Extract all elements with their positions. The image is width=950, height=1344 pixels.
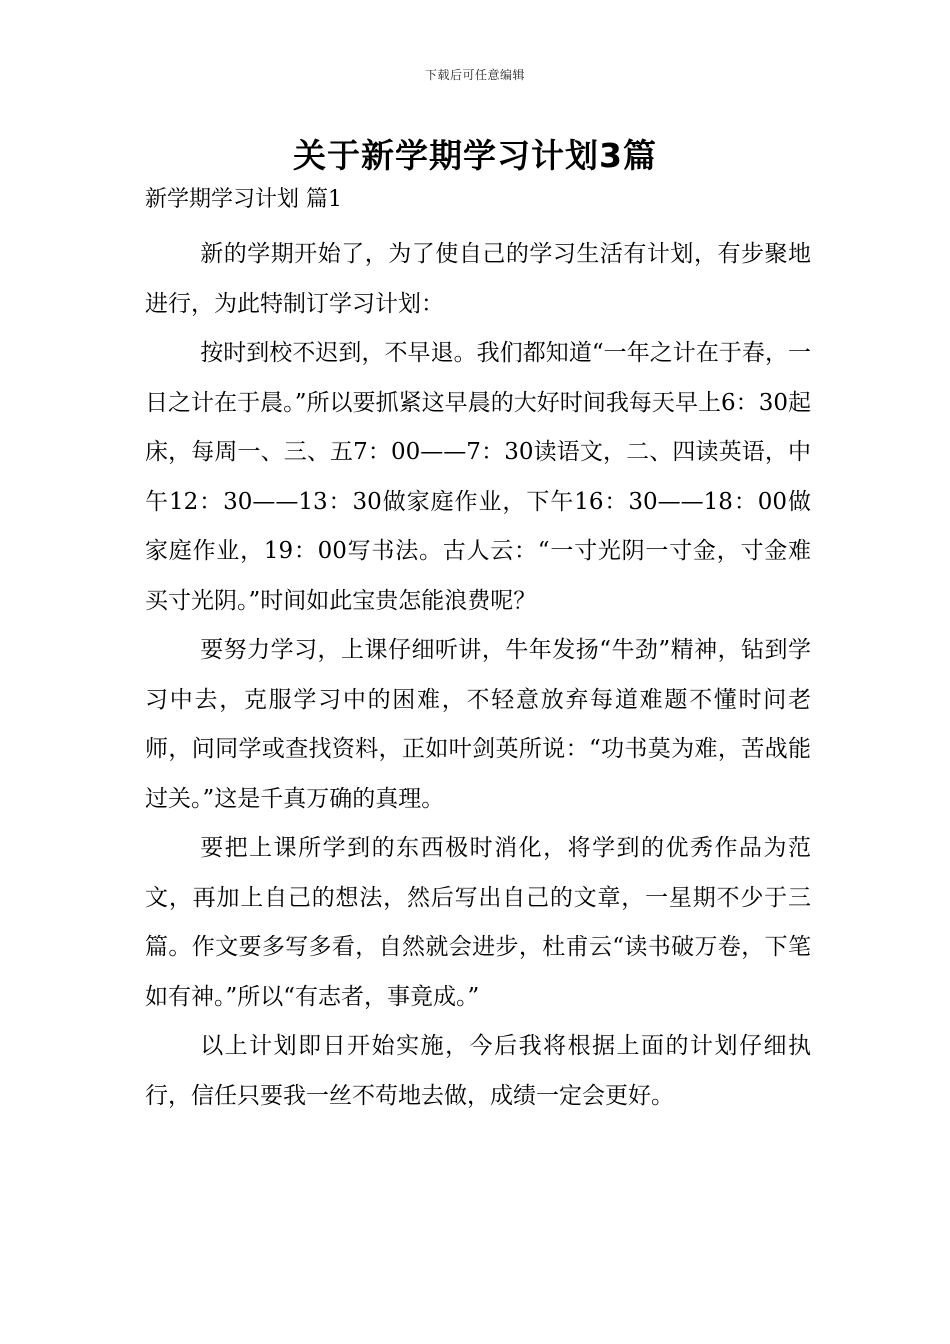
section-heading: 新学期学习计划 篇1 [145, 187, 342, 212]
document-title: 关于新学期学习计划3篇 [293, 136, 657, 175]
paragraph-study-effort: 要努力学习，上课仔细听讲，牛年发扬“牛劲”精神，钻到学习中去，克服学习中的困难，不轻意放弃每道难题不懂时问老师，问同学或查找资料，正如叶剑英所说：“功书莫为难，苦战能过关。”这是千真万确的真理。 [145, 637, 811, 812]
paragraph-schedule: 按时到校不迟到，不早退。我们都知道“一年之计在于春，一日之计在于晨。”所以要抓紧这早晨的大好时间我每天早上6：30起床，每周一、三、五7：00——7：30读语文，二、四读英语，中午12：30——13：30做家庭作业，下午16：30——18：00做家庭作业，19：00写书法。古人云：“一寸光阴一寸金，寸金难买寸光阴。”时间如此宝贵怎能浪费呢？ [145, 340, 811, 614]
paragraph-intro: 新的学期开始了，为了使自己的学习生活有计划，有步聚地进行，为此特制订学习计划： [145, 241, 811, 317]
paragraph-writing: 要把上课所学到的东西极时消化，将学到的优秀作品为范文，再加上自己的想法，然后写出自己的文章，一星期不少于三篇。作文要多写多看，自然就会进步，杜甫云“读书破万卷，下笔如有神。”所以“有志者，事竟成。” [145, 835, 811, 1010]
paragraph-conclusion: 以上计划即日开始实施，今后我将根据上面的计划仔细执行，信任只要我一丝不苟地去做，成绩一定会更好。 [145, 1033, 811, 1109]
header-note: 下载后可任意编辑 [424, 68, 525, 82]
document-body [145, 182, 811, 1121]
